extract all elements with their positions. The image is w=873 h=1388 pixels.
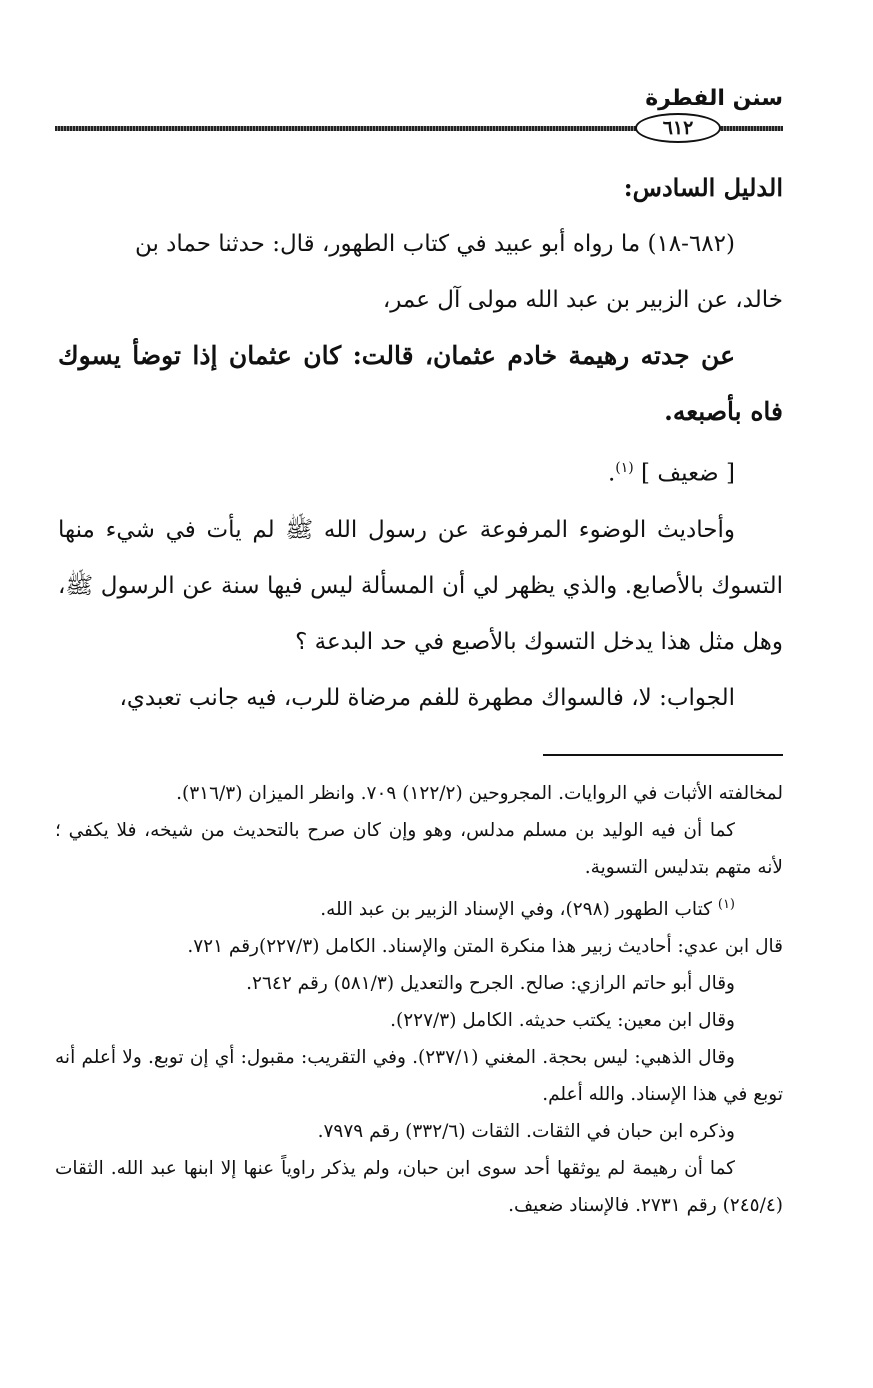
footnote-1 xyxy=(55,886,783,928)
footnote-separator xyxy=(543,754,783,756)
page-number: ٦١٢ xyxy=(635,113,721,143)
footnote-1-text: كتاب الطهور (٢٩٨)، وفي الإسناد الزبير بن عبد الله. xyxy=(320,899,712,921)
footnote-walid: كما أن فيه الوليد بن مسلم مدلس، وهو وإن كان صرح بالتحديث من شيخه، فلا يكفي ؛ لأنه متهم بتدليس التسوية. xyxy=(55,820,783,878)
hadith-text: عن جدته رهيمة خادم عثمان، قالت: كان عثمان إذا توضأ يسوك فاه بأصبعه. xyxy=(58,341,783,426)
footnote-ibn-adi: قال ابن عدي: أحاديث زبير هذا منكرة المتن والإسناد. الكامل (٢٢٧/٣)رقم ٧٢١. xyxy=(187,936,783,958)
hadith-chain-line-2: خالد، عن الزبير بن عبد الله مولى آل عمر، xyxy=(382,287,783,313)
footnote-ruhayma: كما أن رهيمة لم يوثقها أحد سوى ابن حبان، ولم يذكر راوياً عنها إلا ابنها عبد الله. الثقات (٢٤٥/٤) رقم ٢٧٣١. فالإسناد ضعيف. xyxy=(55,1158,783,1217)
page-header xyxy=(55,80,783,140)
footnote-abu-hatim: وقال أبو حاتم الرازي: صالح. الجرح والتعديل (٥٨١/٣) رقم ٢٦٤٢. xyxy=(246,973,735,995)
grade-label: [ ضعيف ] xyxy=(641,460,735,487)
footnote-ref: (١) xyxy=(615,460,634,476)
book-title: سنن الفطرة xyxy=(645,86,783,111)
hadith-chain-line-1: (٦٨٢-١٨) ما رواه أبو عبيد في كتاب الطهور، قال: حدثنا حماد بن xyxy=(134,231,735,257)
footnotes xyxy=(55,775,783,1224)
footnote-ibn-hibban: وذكره ابن حبان في الثقات. الثقات (٣٣٢/٦) رقم ٧٩٧٩. xyxy=(317,1121,735,1143)
discussion-paragraph: وأحاديث الوضوء المرفوعة عن رسول الله ﷺ لم يأت في شيء منها التسوك بالأصابع. والذي يظهر لي أن المسألة ليس فيها سنة عن الرسول ﷺ، وهل مثل هذا يدخل التسوك بالأصبع في حد البدعة ؟ xyxy=(58,516,783,655)
section-heading: الدليل السادس: xyxy=(623,173,783,202)
main-text xyxy=(58,160,783,726)
footnote-1-marker: (١) xyxy=(717,897,735,912)
footnote-continuation: لمخالفته الأثبات في الروايات. المجروحين (١٢٢/٢) ٧٠٩. وانظر الميزان (٣١٦/٣). xyxy=(176,783,783,804)
footnote-ibn-main: وقال ابن معين: يكتب حديثه. الكامل (٢٢٧/٣). xyxy=(390,1010,735,1032)
answer-paragraph: الجواب: لا، فالسواك مطهرة للفم مرضاة للرب، فيه جانب تعبدي، xyxy=(119,684,735,711)
footnote-dhahabi: وقال الذهبي: ليس بحجة. المغني (٢٣٧/١). وفي التقريب: مقبول: أي إن توبع. ولا أعلم أنه توبع في هذا الإسناد. والله أعلم. xyxy=(55,1047,783,1106)
hadith-grade: [ ضعيف ] $^{(١)}$. xyxy=(607,460,735,487)
